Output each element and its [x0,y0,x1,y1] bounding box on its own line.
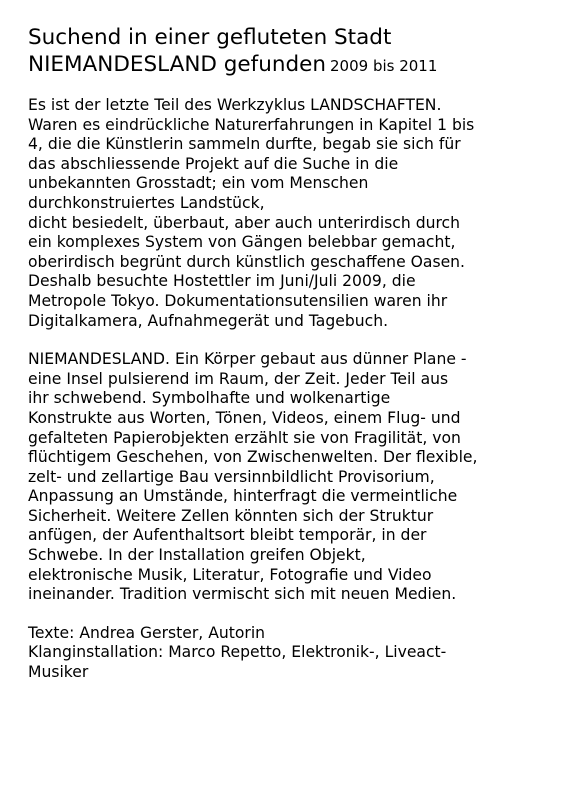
paragraph-line: Sicherheit. Weitere Zellen könnten sich der Struktur [28,506,434,525]
paragraph-line: Waren es eindrückliche Naturerfahrungen in Kapitel 1 bis [28,115,475,134]
paragraph-line: elektronische Musik, Literatur, Fotografie und Video [28,565,432,584]
title-project-name: NIEMANDESLAND gefunden [28,52,326,77]
paragraph-line: ihr schwebend. Symbolhafte und wolkenartige [28,389,391,408]
paragraph-1 [28,96,548,331]
paragraph-line: gefalteten Papierobjekten erzählt sie von Fragilität, von [28,428,461,447]
paragraph-line: zelt- und zellartige Bau versinnbildlicht Provisorium, [28,467,435,486]
paragraph-line: ein komplexes System von Gängen belebbar gemacht, [28,233,456,252]
paragraph-2 [28,350,548,605]
title-years: 2009 bis 2011 [330,57,438,75]
paragraph-line: Schwebe. In der Installation greifen Objekt, [28,546,366,565]
paragraph-line: Digitalkamera, Aufnahmegerät und Tagebuch. [28,311,389,330]
paragraph-line: durchkonstruiertes Landstück, [28,193,265,212]
paragraph-line: dicht besiedelt, überbaut, aber auch unterirdisch durch [28,213,461,232]
paragraph-line: Anpassung an Umstände, hinterfragt die vermeintliche [28,487,458,506]
paragraph-line: NIEMANDESLAND. Ein Körper gebaut aus dünner Plane - [28,350,467,369]
paragraph-line: unbekannten Grosstadt; ein vom Menschen [28,174,369,193]
paragraph-line: Deshalb besuchte Hostettler im Juni/Juli 2009, die [28,272,416,291]
title-line-1: Suchend in einer gefluteten Stadt [28,25,392,50]
paragraph-line: Es ist der letzte Teil des Werkzyklus LANDSCHAFTEN. [28,96,442,114]
paragraph-line: oberirdisch begrünt durch künstlich geschaffene Oasen. [28,252,466,271]
credits [28,624,548,683]
paragraph-line: 4, die die Künstlerin sammeln durfte, begab sie sich für [28,135,461,154]
paragraph-line: Metropole Tokyo. Dokumentationsutensilien waren ihr [28,291,448,310]
credit-line-sound: Klanginstallation: Marco Repetto, Elektronik-, Liveact- [28,643,447,662]
title-line-2 [28,51,548,80]
document-title [28,24,548,80]
paragraph-line: eine Insel pulsierend im Raum, der Zeit. Jeder Teil aus [28,369,449,388]
paragraph-line: Konstrukte aus Worten, Tönen, Videos, einem Flug- und [28,408,461,427]
paragraph-line: flüchtigem Geschehen, von Zwischenwelten. Der flexible, [28,448,478,467]
paragraph-line: ineinander. Tradition vermischt sich mit neuen Medien. [28,585,457,604]
document-page [28,24,548,683]
paragraph-line: anfügen, der Aufenthaltsort bleibt temporär, in der [28,526,427,545]
paragraph-line: das abschliessende Projekt auf die Suche in die [28,154,399,173]
credit-line-sound-cont: Musiker [28,663,89,682]
credit-line-texts: Texte: Andrea Gerster, Autorin [28,623,266,642]
